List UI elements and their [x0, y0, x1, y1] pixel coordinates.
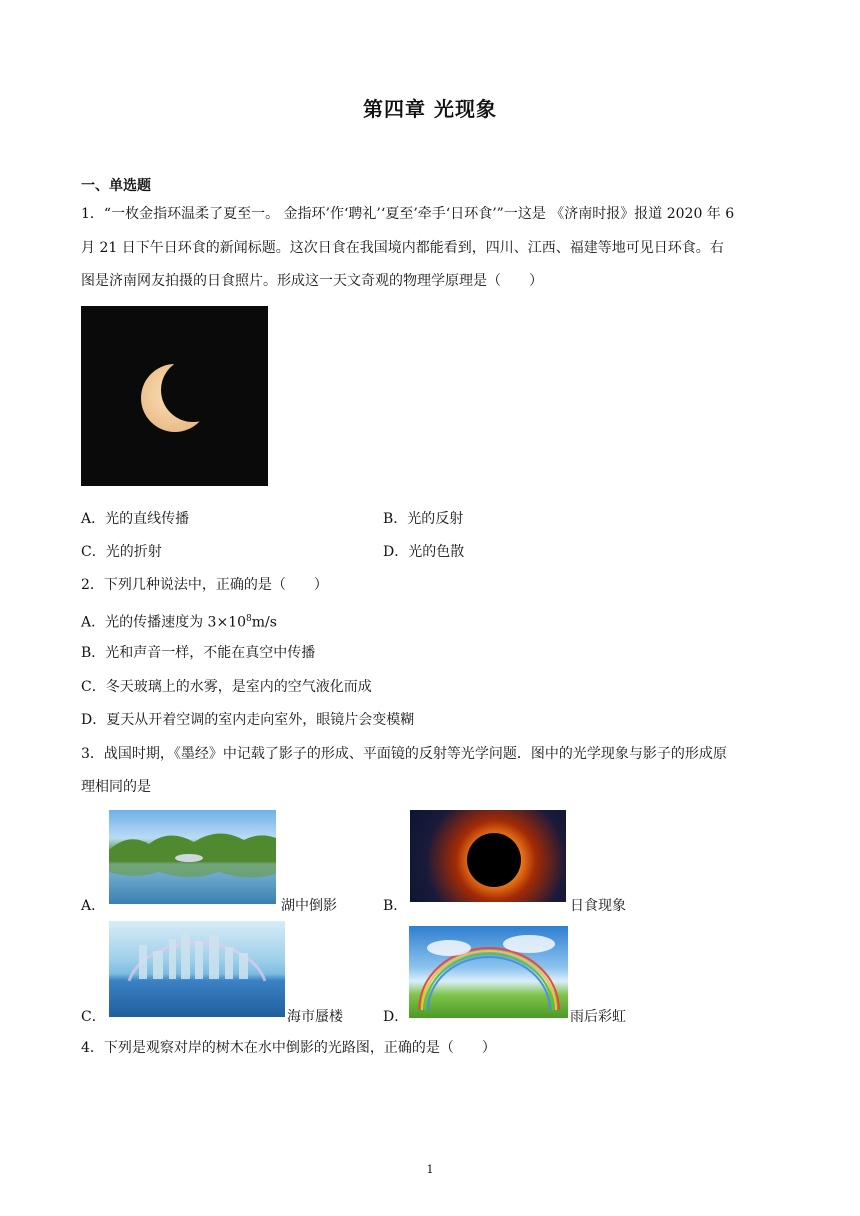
q1-stem-line3: 图是济南网友拍摄的日食照片。形成这一天文奇观的物理学原理是（ ）: [81, 273, 543, 289]
page-number: 1: [426, 1163, 434, 1176]
q3-option-c-caption: 海市蜃楼: [287, 1009, 343, 1025]
lake-reflection-photo: [109, 810, 276, 904]
q2-option-d[interactable]: D．夏天从开着空调的室内走向室外，眼镜片会变模糊: [81, 712, 415, 728]
q1-option-c[interactable]: C．光的折射: [81, 544, 162, 560]
q2-stem: 2．下列几种说法中，正确的是（ ）: [81, 577, 328, 593]
q2-option-a-unit: m/s: [251, 614, 277, 631]
exponent: 8: [246, 614, 252, 624]
q1-option-d[interactable]: D．光的色散: [383, 544, 465, 560]
q1-stem-line1: 1．“一枚金指环温柔了夏至一。 金指环’作‘聘礼’‘夏至’牵手‘日环食’”一这是 《济南时报》报道 2020 年 6: [81, 206, 735, 222]
q4-stem: 4．下列是观察对岸的树木在水中倒影的光路图，正确的是（ ）: [81, 1040, 496, 1056]
q3-stem-line1: 3．战国时期，《墨经》中记载了影子的形成、平面镜的反射等光学问题．图中的光学现象与影子的形成原: [81, 746, 727, 762]
q3-stem-line2: 理相同的是: [81, 779, 151, 795]
q1-option-a[interactable]: A．光的直线传播: [81, 511, 190, 527]
eclipse-phenomenon-photo: [410, 810, 566, 902]
section-heading: 一、单选题: [81, 178, 151, 194]
q2-option-b[interactable]: B．光和声音一样，不能在真空中传播: [81, 645, 316, 661]
solar-eclipse-photo: [81, 306, 268, 486]
q3-option-b-caption: 日食现象: [570, 898, 626, 914]
q2-option-a-text: A．光的传播速度为 3×10: [81, 614, 247, 631]
q1-option-b[interactable]: B．光的反射: [383, 511, 464, 527]
q3-option-c-letter[interactable]: C．: [81, 1009, 106, 1025]
q3-option-b-letter[interactable]: B．: [383, 898, 408, 914]
q3-option-a-caption: 湖中倒影: [281, 898, 337, 914]
page-title: 第四章 光现象: [363, 97, 497, 121]
q3-option-d-caption: 雨后彩虹: [570, 1009, 626, 1025]
rainbow-photo: [409, 926, 568, 1018]
q3-option-d-letter[interactable]: D．: [383, 1009, 409, 1025]
q3-option-a-letter[interactable]: A．: [81, 898, 106, 914]
q2-option-c[interactable]: C．冬天玻璃上的水雾，是室内的空气液化而成: [81, 679, 372, 695]
q1-stem-line2: 月 21 日下午日环食的新闻标题。这次日食在我国境内都能看到，四川、江西、福建等地可见日环食。右: [81, 240, 724, 256]
mirage-photo: [109, 921, 285, 1017]
q2-option-a[interactable]: [81, 609, 277, 633]
